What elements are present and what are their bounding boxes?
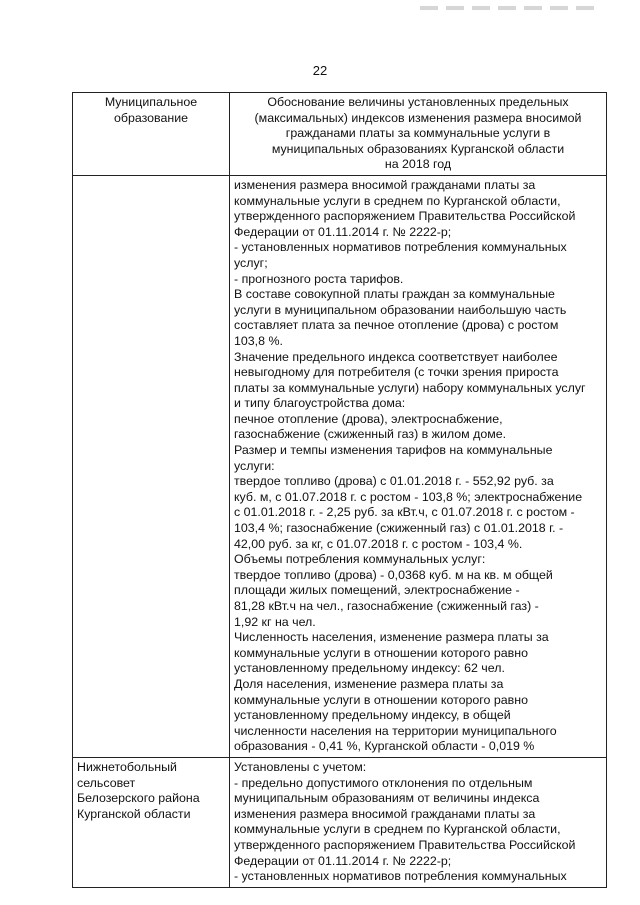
municipality-cell: [73, 757, 230, 887]
justification-line: коммунальные услуги в среднем по Курганской области,: [234, 193, 561, 208]
justification-cell: [230, 175, 607, 757]
justification-line: коммунальные услуги в отношении которого равно: [234, 645, 528, 660]
justification-line: 103,8 %.: [234, 333, 283, 348]
justification-line: В составе совокупной платы граждан за коммунальные: [234, 287, 555, 302]
justification-line: газоснабжение (сжиженный газ) в жилом доме.: [234, 427, 507, 442]
header-line: на 2018 год: [384, 157, 452, 172]
justification-line: изменения размера вносимой гражданами платы за: [234, 806, 536, 821]
justification-line: Доля населения, изменение размера платы за: [234, 676, 504, 691]
justification-line: печное отопление (дрова), электроснабжение,: [234, 411, 503, 426]
header-line: гражданами платы за коммунальные услуги в: [285, 126, 551, 141]
municipality-line: Курганской области: [77, 806, 191, 821]
municipality-line: Белозерского района: [77, 791, 200, 806]
justification-line: Размер и темпы изменения тарифов на коммунальные: [234, 443, 553, 458]
scan-artifact: [420, 6, 600, 10]
justification-line: куб. м, с 01.07.2018 г. с ростом - 103,8 %; электроснабжение: [234, 489, 583, 504]
justification-line: 1,92 кг на чел.: [234, 614, 316, 629]
header-municipality: [73, 93, 230, 176]
header-line: Обоснование величины установленных предельных: [267, 95, 569, 109]
header-justification: [230, 93, 607, 176]
justification-line: изменения размера вносимой гражданами платы за: [234, 177, 536, 192]
justification-line: платы за коммунальные услуги) набору коммунальных услуг: [234, 380, 586, 395]
header-line: муниципальных образованиях Курганской области: [271, 141, 565, 156]
justification-cell: [230, 757, 607, 887]
municipality-line: сельсовет: [77, 775, 136, 790]
municipality-cell: [73, 175, 230, 757]
justification-line: утвержденного распоряжением Правительства Российской: [234, 837, 576, 852]
justification-line: образования - 0,41 %, Курганской области - 0,019 %: [234, 739, 535, 754]
table-row: [73, 757, 607, 887]
justification-line: твердое топливо (дрова) с 01.01.2018 г. - 552,92 руб. за: [234, 474, 554, 489]
justification-line: коммунальные услуги в среднем по Курганской области,: [234, 822, 561, 837]
justification-line: и типу благоустройства дома:: [234, 396, 406, 411]
justification-line: 42,00 руб. за кг, с 01.07.2018 г. с ростом - 103,4 %.: [234, 536, 523, 551]
header-line: Муниципальное: [104, 95, 198, 109]
header-line: (максимальных) индексов изменения размера вносимой: [254, 110, 582, 125]
justification-line: Федерации от 01.11.2014 г. № 2222-р;: [234, 853, 452, 868]
justification-line: невыгодному для потребителя (с точки зрения прироста: [234, 365, 559, 380]
justification-line: Федерации от 01.11.2014 г. № 2222-р;: [234, 224, 452, 239]
table-header-row: [73, 93, 607, 176]
justification-line: муниципальным образованиям от величины индекса: [234, 791, 540, 806]
table-row: [73, 175, 607, 757]
justification-line: Объемы потребления коммунальных услуг:: [234, 552, 486, 567]
justification-line: 103,4 %; газоснабжение (сжиженный газ) с 01.01.2018 г. -: [234, 521, 564, 536]
justification-line: - установленных нормативов потребления коммунальных: [234, 869, 567, 884]
header-line: образование: [113, 110, 189, 125]
justification-line: Численность населения, изменение размера платы за: [234, 630, 549, 645]
justification-line: - прогнозного роста тарифов.: [234, 271, 404, 286]
justification-line: численности населения на территории муниципального: [234, 723, 557, 738]
justification-line: Значение предельного индекса соответствует наиболее: [234, 349, 558, 364]
page-number: 22: [312, 63, 328, 78]
justification-line: - предельно допустимого отклонения по отдельным: [234, 775, 533, 790]
justification-line: твердое топливо (дрова) - 0,0368 куб. м на кв. м общей: [234, 567, 553, 582]
justification-line: коммунальные услуги в отношении которого равно: [234, 692, 528, 707]
justification-table: [72, 92, 607, 888]
justification-line: 81,28 кВт.ч на чел., газоснабжение (сжиженный газ) -: [234, 599, 539, 613]
justification-line: установленному предельному индексу: 62 чел.: [234, 661, 505, 676]
municipality-line: Нижнетобольный: [77, 759, 177, 774]
justification-line: установленному предельному индексу, в общей: [234, 708, 511, 723]
justification-line: - установленных нормативов потребления коммунальных: [234, 240, 567, 255]
justification-line: услуги в муниципальном образовании наибольшую часть: [234, 302, 567, 317]
justification-line: Установлены с учетом:: [234, 759, 367, 774]
justification-line: с 01.01.2018 г. - 2,25 руб. за кВт.ч, с 01.07.2018 г. с ростом -: [234, 505, 575, 520]
justification-line: составляет плата за печное отопление (дрова) с ростом: [234, 318, 559, 333]
justification-line: площади жилых помещений, электроснабжение -: [234, 583, 520, 598]
justification-line: услуг;: [234, 255, 268, 270]
justification-line: утвержденного распоряжением Правительства Российской: [234, 209, 576, 224]
justification-line: услуги:: [234, 458, 275, 473]
